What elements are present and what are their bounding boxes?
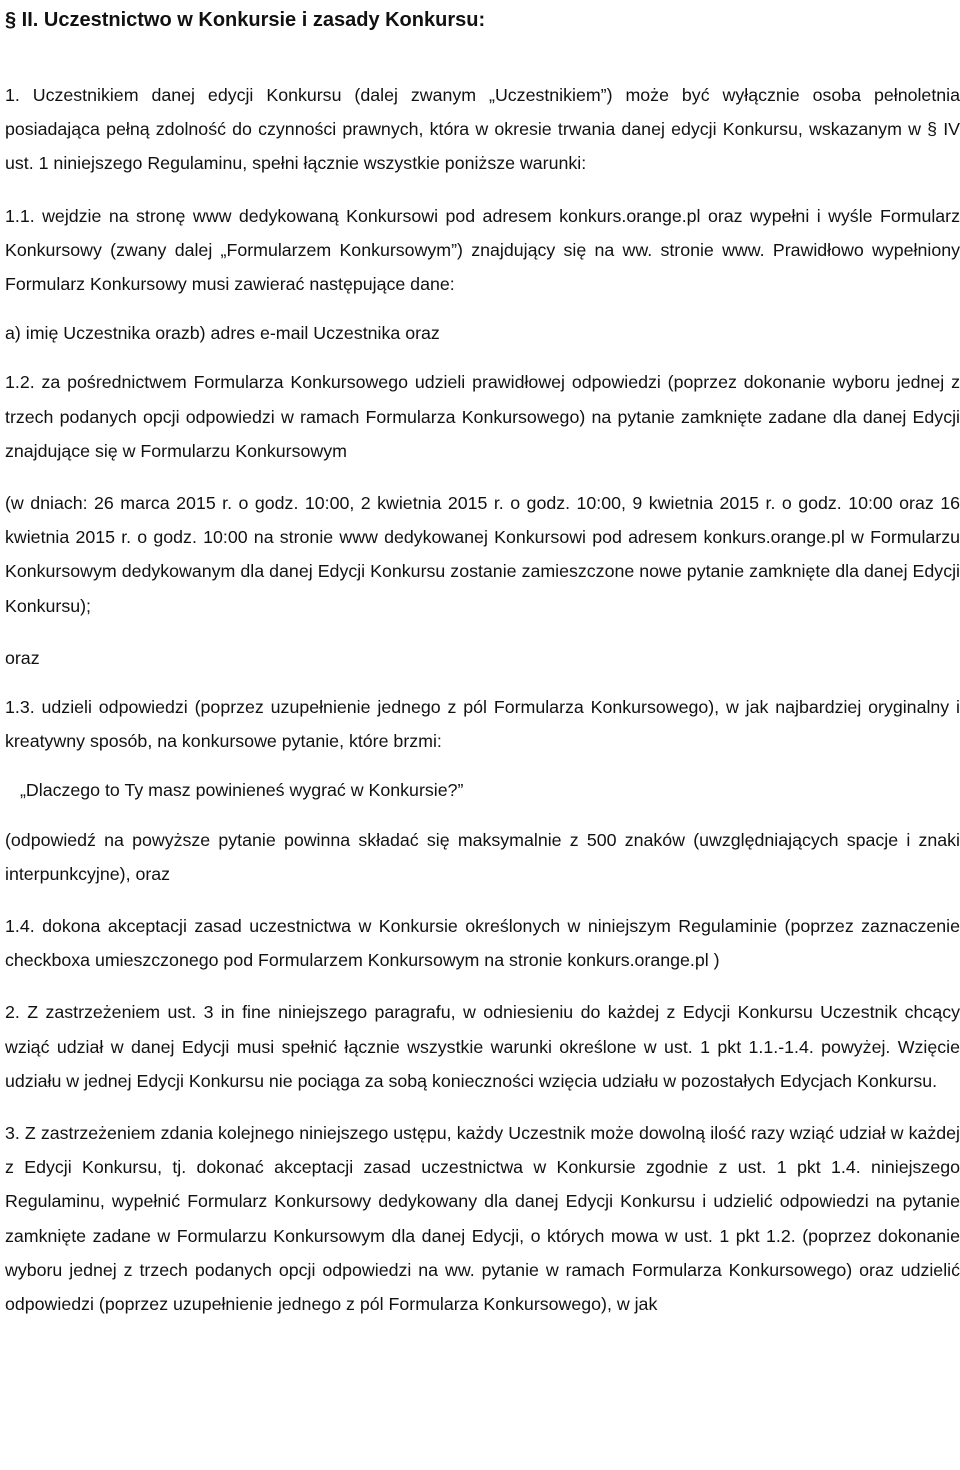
spacer xyxy=(5,758,960,773)
spacer xyxy=(5,301,960,316)
paragraph-1-3-note: (odpowiedź na powyższe pytanie powinna składać się maksymalnie z 500 znaków (uwzględniających spacje i znaki interpunkcyjne), oraz xyxy=(5,829,960,884)
paragraph-1-2-dates: (w dniach: 26 marca 2015 r. o godz. 10:00, 2 kwietnia 2015 r. o godz. 10:00, 9 kwietnia 2015 r. o godz. 10:00 oraz 16 kwietnia 2015 r. o godz. 10:00 na stronie www dedykowanej Konkursowi pod adresem konkurs.orange.pl w Formularzu Konkursowym dedykowanym dla danej Edycji Konkursu zostanie zamieszczone nowe pytanie zamknięte dla danej Edycji Konkursu); xyxy=(5,493,960,616)
spacer xyxy=(5,181,960,199)
spacer xyxy=(5,808,960,823)
paragraph-3: 3. Z zastrzeżeniem zdania kolejnego niniejszego ustępu, każdy Uczestnik może dowolną ilość razy wziąć udział w każdej z Edycji Konkursu, tj. dokonać akceptacji zasad uczestnictwa w Konkursie zgodnie z ust. 1 pkt 1.4. niniejszego Regulaminu, wypełnić Formularz Konkursowy dedykowany dla danej Edycji Konkursu i udzielić odpowiedzi na pytanie zamknięte zadane w Formularzu Konkursowym dla danej Edycji, o których mowa w ust. 1 pkt 1.2. (poprzez dokonanie wyboru jednej z trzech podanych opcji odpowiedzi na ww. pytanie w ramach Formularza Konkursowego) oraz udzielić odpowiedzi (poprzez uzupełnienie jednego z pól Formularza Konkursowego), w jak xyxy=(5,1123,960,1315)
paragraph-2: 2. Z zastrzeżeniem ust. 3 in fine niniejszego paragrafu, w odniesieniu do każdej z Edycji Konkursu Uczestnik chcący wziąć udział w danej Edycji musi spełnić łącznie wszystkie warunki określone w ust. 1 pkt 1.1.-1.4. powyżej. Wzięcie udziału w jednej Edycji Konkursu nie pociąga za sobą konieczności wzięcia udziału w pozostałych Edycjach Konkursu. xyxy=(5,1002,960,1091)
spacer xyxy=(5,1098,960,1116)
contest-question: „Dlaczego to Ty masz powinieneś wygrać w Konkursie?” xyxy=(20,780,464,801)
section-heading: § II. Uczestnictwo w Konkursie i zasady Konkursu: xyxy=(5,9,486,31)
paragraph-1-2: 1.2. za pośrednictwem Formularza Konkursowego udzieli prawidłowej odpowiedzi (poprzez dokonanie wyboru jednej z trzech podanych opcji odpowiedzi w ramach Formularza Konkursowego) na pytanie zamknięte zadane dla danej Edycji znajdujące się w Formularzu Konkursowym xyxy=(5,372,960,461)
document-page xyxy=(5,0,960,1321)
paragraph-1-4: 1.4. dokona akceptacji zasad uczestnictwa w Konkursie określonych w niniejszym Regulaminie (poprzez zaznaczenie checkboxa umieszczonego pod Formularzem Konkursowym na stronie konkurs.orange.pl ) xyxy=(5,916,960,971)
paragraph-1-3: 1.3. udzieli odpowiedzi (poprzez uzupełnienie jednego z pól Formularza Konkursowego), w jak najbardziej oryginalny i kreatywny sposób, na konkursowe pytanie, które brzmi: xyxy=(5,697,960,752)
spacer xyxy=(5,623,960,641)
spacer xyxy=(5,675,960,690)
spacer xyxy=(5,468,960,486)
spacer xyxy=(5,350,960,365)
spacer xyxy=(5,891,960,909)
paragraph-1-1: 1.1. wejdzie na stronę www dedykowaną Konkursowi pod adresem konkurs.orange.pl oraz wypełni i wyśle Formularz Konkursowy (zwany dalej „Formularzem Konkursowym”) znajdujący się na ww. stronie www. Prawidłowo wypełniony Formularz Konkursowy musi zawierać następujące dane: xyxy=(5,205,960,295)
paragraph-oraz: oraz xyxy=(5,647,40,668)
paragraph-1-1-fields: a) imię Uczestnika orazb) adres e-mail Uczestnika oraz xyxy=(5,323,440,344)
spacer xyxy=(5,977,960,995)
paragraph-1: 1. Uczestnikiem danej edycji Konkursu (dalej zwanym „Uczestnikiem”) może być wyłącznie osoba pełnoletnia posiadająca pełną zdolność do czynności prawnych, która w okresie trwania danej edycji Konkursu, wskazanym w § IV ust. 1 niniejszego Regulaminu, spełni łącznie wszystkie poniższe warunki: xyxy=(5,85,960,174)
spacer xyxy=(5,37,960,78)
